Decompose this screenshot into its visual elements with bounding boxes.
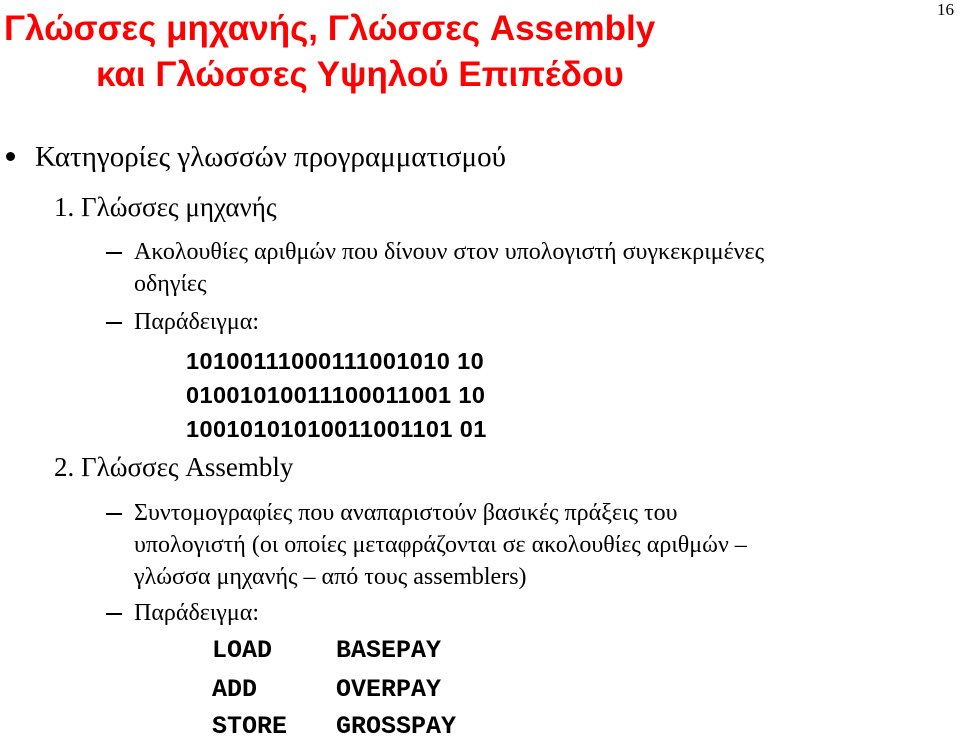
section-2-item-2: Παράδειγμα: xyxy=(134,600,260,626)
dash-icon xyxy=(106,613,122,615)
section-2-item-1-line-2: υπολογιστή (οι οποίες μεταφράζονται σε ακολουθίες αριθμών – xyxy=(134,532,747,558)
asm-op-2: ADD xyxy=(212,675,258,704)
section-2-item-1 xyxy=(134,497,747,593)
binary-line-3: 10010101010011001101 01 xyxy=(186,416,487,442)
binary-line-2: 01001010011100011001 10 xyxy=(186,382,486,408)
dash-icon xyxy=(106,252,122,254)
page-number: 16 xyxy=(937,0,954,19)
section-1-heading: 1. Γλώσσες μηχανής xyxy=(54,192,277,222)
binary-line-1: 10100111000111001010 10 xyxy=(186,348,485,374)
asm-arg-3: GROSSPAY xyxy=(336,712,457,741)
main-bullet xyxy=(6,141,506,174)
dash-icon xyxy=(106,322,122,324)
section-1-item-1-line-2: οδηγίες xyxy=(134,271,207,297)
asm-arg-2: OVERPAY xyxy=(336,675,442,704)
slide-title xyxy=(4,6,655,98)
dash-icon xyxy=(106,513,122,515)
title-line-1: Γλώσσες μηχανής, Γλώσσες Assembly xyxy=(4,9,656,48)
title-line-2: και Γλώσσες Υψηλού Επιπέδου xyxy=(96,55,624,94)
asm-op-3: STORE xyxy=(212,712,288,741)
section-2-heading: 2. Γλώσσες Assembly xyxy=(54,452,294,482)
section-1-item-1 xyxy=(134,236,764,300)
bullet-dot-icon xyxy=(6,152,15,161)
asm-arg-1: BASEPAY xyxy=(336,636,442,665)
binary-code xyxy=(186,344,487,446)
section-1-item-1-line-1: Ακολουθίες αριθμών που δίνουν στον υπολογιστή συγκεκριμένες xyxy=(134,239,765,265)
section-2-item-1-line-3: γλώσσα μηχανής – από τους assemblers) xyxy=(134,564,527,590)
asm-op-1: LOAD xyxy=(212,636,273,665)
section-1-item-2: Παράδειγμα: xyxy=(134,309,260,335)
main-bullet-text: Κατηγορίες γλωσσών προγραμματισμού xyxy=(35,141,506,173)
section-2-item-1-line-1: Συντομογραφίες που αναπαριστούν βασικές πράξεις του xyxy=(134,500,678,526)
